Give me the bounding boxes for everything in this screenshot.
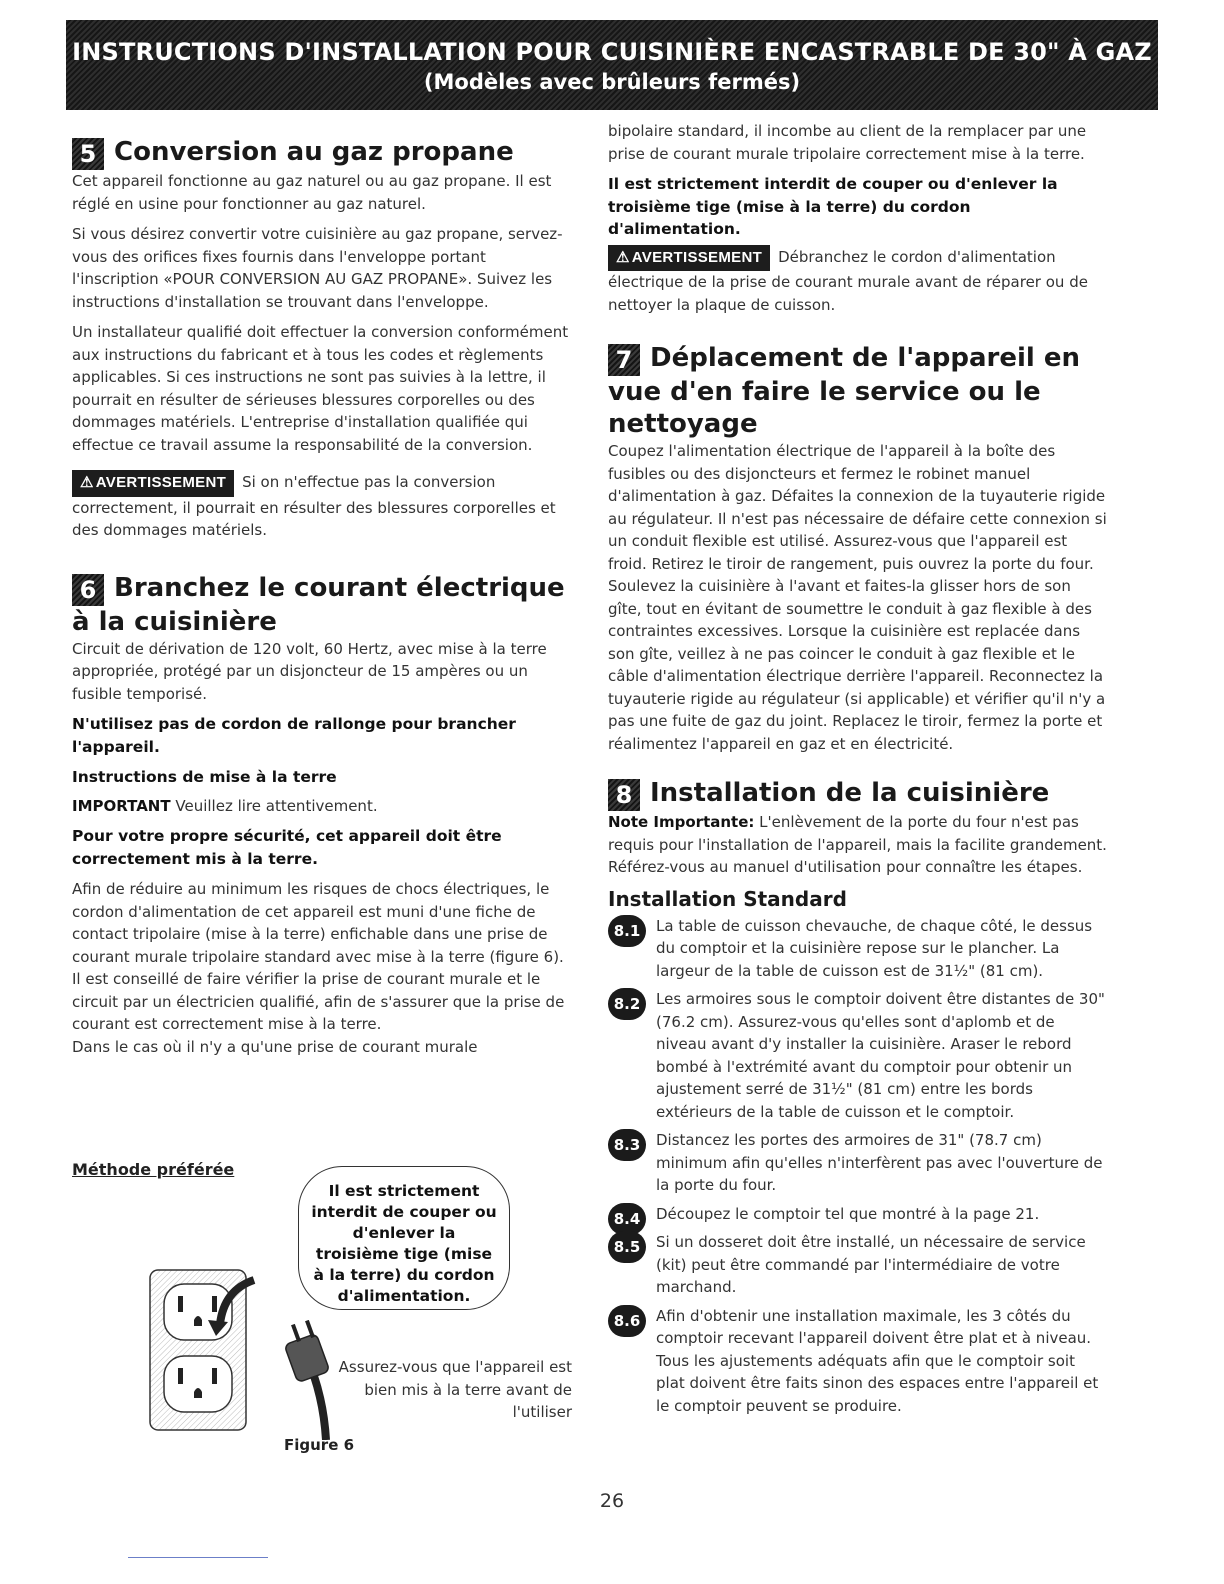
- section-5-number: 5: [72, 138, 104, 170]
- header-title: INSTRUCTIONS D'INSTALLATION POUR CUISINIÈRE ENCASTRABLE DE 30" À GAZ: [72, 38, 1152, 66]
- section-6-heading: [72, 572, 572, 638]
- section-7: [608, 342, 1108, 755]
- step-number-badge: 8.3: [608, 1129, 646, 1161]
- section-5-paragraph: Si vous désirez convertir votre cuisinière au gaz propane, servez-vous des orifices fixes fournis dans l'enveloppe portant l'inscription «POUR CONVERSION AU GAZ PROPANE». Suivez les instructions d'installation se trouvant dans l'enveloppe.: [72, 225, 563, 311]
- section-5-paragraph: Cet appareil fonctionne au gaz naturel ou au gaz propane. Il est réglé en usine pour fonctionner au gaz naturel.: [72, 172, 552, 213]
- figure-caption: Figure 6: [284, 1436, 355, 1454]
- warning-badge: [72, 470, 234, 497]
- step-number-badge: 8.2: [608, 988, 646, 1020]
- important-label: IMPORTANT: [72, 796, 171, 815]
- lower-receptacle: [164, 1356, 232, 1412]
- grounded-outlet-illustration: [142, 1260, 292, 1440]
- step-item: [608, 1129, 1108, 1197]
- important-text: Veuillez lire attentivement.: [175, 796, 378, 815]
- section-6-paragraph: Circuit de dérivation de 120 volt, 60 Hertz, avec mise à la terre appropriée, protégé par un disjoncteur de 15 ampères ou un fusible temporisé.: [72, 639, 547, 703]
- section-8-heading: [608, 777, 1108, 811]
- disconnect-warning: [608, 245, 1108, 317]
- section-8-title: Installation de la cuisinière: [650, 778, 1050, 808]
- warning-triangle-icon: ⚠: [616, 248, 630, 266]
- right-column: [608, 120, 1108, 1423]
- continued-paragraph: bipolaire standard, il incombe au client de la remplacer par une prise de courant murale tripolaire correctement mise à la terre.: [608, 122, 1087, 163]
- step-text: Les armoires sous le comptoir doivent être distantes de 30" (76.2 cm). Assurez-vous qu'elles sont d'aplomb et de niveau avant d'y installer la cuisinière. Araser le rebord bombé à l'extrémité avant du comptoir pour obtenir un ajustement serré de 31½" (81 cm) entre les bords extérieurs de la table de cuisson et le comptoir.: [656, 990, 1105, 1121]
- standard-installation-heading: Installation Standard: [608, 886, 847, 911]
- section-8-number: 8: [608, 779, 640, 811]
- warning-badge-label: AVERTISSEMENT: [631, 248, 763, 266]
- warning-badge: [608, 245, 770, 272]
- warning-triangle-icon: ⚠: [80, 474, 94, 491]
- strict-prohibition-note: Il est strictement interdit de couper ou d'enlever la troisième tige (mise à la terre) du cordon d'alimentation.: [608, 175, 1058, 238]
- section-7-paragraph: Coupez l'alimentation électrique de l'appareil à la boîte des fusibles ou des disjoncteurs et fermez le robinet manuel d'alimentation à gaz. Défaites la connexion de la tuyauterie rigide au régulateur. Il n'est pas nécessaire de défaire cette connexion si un conduit flexible est utilisé. Assurez-vous que l'appareil est froid. Retirez le tiroir de rangement, puis ouvrez la porte du four. Soulevez la cuisinière à l'avant et faites-la glisser hors de son gîte, tout en évitant de soumettre le conduit à gaz flexible à des contraintes excessives. Lorsque la cuisinière est replacée dans son gîte, veillez à ne pas coincer le conduit à gaz flexible et le câble d'alimentation électrique derrière l'appareil. Reconnectez la tuyauterie rigide au régulateur (si applicable) et vérifier qu'il n'y a pas une fuite de gaz du joint. Replacez le tiroir, fermez la porte et réalimentez l'appareil en gaz et en électricité.: [608, 442, 1107, 753]
- step-number-badge: 8.1: [608, 915, 646, 947]
- warning-text: Débranchez le cordon d'alimentation électrique de la prise de courant murale avant de réparer ou de nettoyer la plaque de cuisson.: [608, 247, 1088, 314]
- section-5-paragraph: Un installateur qualifié doit effectuer la conversion conformément aux instructions du fabricant et à tous les codes et règlements applicables. Si ces instructions ne sont pas suivies à la lettre, il pourrait en résulter de sérieuses blessures corporelles ou des dommages matériels. L'entreprise d'installation qualifiée qui effectue ce travail assume la responsabilité de la conversion.: [72, 323, 569, 454]
- preferred-method-label: Méthode préférée: [72, 1160, 235, 1179]
- section-6-title: Branchez le courant électrique à la cuisinière: [72, 572, 565, 637]
- section-6-number: 6: [72, 574, 104, 606]
- step-item: [608, 915, 1108, 983]
- section-6-paragraph: Dans le cas où il n'y a qu'une prise de courant murale: [72, 1037, 478, 1056]
- important-note: [608, 811, 1108, 879]
- installation-steps: [608, 915, 1108, 1418]
- figure-6: [72, 1160, 572, 1460]
- step-item: [608, 1231, 1108, 1299]
- section-5-title: Conversion au gaz propane: [114, 137, 514, 167]
- section-6-bold-note: N'utilisez pas de cordon de rallonge pour brancher l'appareil.: [72, 715, 516, 756]
- step-text: Afin d'obtenir une installation maximale, les 3 côtés du comptoir recevant l'appareil doivent être plat et à niveau. Tous les ajustements adéquats afin que le comptoir soit plat doivent être faits sinon des espaces entre l'appareil et le comptoir peuvent se produire.: [656, 1306, 1099, 1415]
- step-item: [608, 1305, 1108, 1418]
- footer-rule: [128, 1557, 268, 1558]
- note-label: Note Importante:: [608, 813, 755, 831]
- section-5-warning: [72, 470, 572, 542]
- safety-bold-note: Pour votre propre sécurité, cet appareil doit être correctement mis à la terre.: [72, 827, 502, 868]
- page-header-banner: [66, 20, 1158, 110]
- caution-bubble-text: Il est strictement interdit de couper ou d'enlever la troisième tige (mise à la terre) du cordon d'alimentation.: [311, 1182, 497, 1305]
- section-7-number: 7: [608, 344, 640, 376]
- section-6-paragraph: Afin de réduire au minimum les risques de chocs électriques, le cordon d'alimentation de cet appareil est muni d'une fiche de contact tripolaire (mise à la terre) enfichable dans une prise de courant murale tripolaire standard avec mise à la terre (figure 6).: [72, 880, 564, 966]
- important-line: [72, 795, 572, 818]
- grounding-subheading: Instructions de mise à la terre: [72, 768, 337, 786]
- step-text: Si un dosseret doit être installé, un nécessaire de service (kit) peut être commandé par l'intermédiaire de votre marchand.: [656, 1233, 1086, 1296]
- note-text: L'enlèvement de la porte du four n'est pas requis pour l'installation de l'appareil, mais la facilite grandement. Référez-vous au manuel d'utilisation pour connaître les étapes.: [608, 813, 1107, 876]
- section-5: [72, 136, 572, 542]
- section-7-title: Déplacement de l'appareil en vue d'en faire le service ou le nettoyage: [608, 343, 1081, 439]
- page-number: 26: [599, 1490, 625, 1512]
- header-subtitle: (Modèles avec brûleurs fermés): [423, 70, 801, 94]
- step-number-badge: 8.5: [608, 1231, 646, 1263]
- step-text: Découpez le comptoir tel que montré à la page 21.: [656, 1204, 1040, 1223]
- section-7-heading: [608, 342, 1108, 440]
- caution-bubble: [298, 1166, 510, 1310]
- section-6: [72, 572, 572, 1059]
- section-6-paragraph: Il est conseillé de faire vérifier la prise de courant murale et le circuit par un électricien qualifié, afin de s'assurer que la prise de courant est correctement mise à la terre.: [72, 970, 565, 1033]
- step-text: Distancez les portes des armoires de 31" (78.7 cm) minimum afin qu'elles n'interfèrent pas avec l'ouverture de la porte du four.: [656, 1131, 1103, 1194]
- warning-badge-label: AVERTISSEMENT: [95, 474, 227, 491]
- step-item: [608, 988, 1108, 1123]
- step-number-badge: 8.6: [608, 1305, 646, 1337]
- section-5-heading: [72, 136, 572, 170]
- section-8: [608, 777, 1108, 1417]
- step-text: La table de cuisson chevauche, de chaque côté, le dessus du comptoir et la cuisinière repose sur le plancher. La largeur de la table de cuisson est de 31½" (81 cm).: [656, 916, 1093, 980]
- step-item: [608, 1203, 1108, 1226]
- warning-text: Si on n'effectue pas la conversion correctement, il pourrait en résulter des blessures corporelles et des dommages matériels.: [72, 473, 556, 539]
- step-number-badge: 8.4: [608, 1203, 646, 1235]
- grounding-reminder: Assurez-vous que l'appareil est bien mis à la terre avant de l'utiliser: [338, 1358, 572, 1421]
- left-column: [72, 120, 572, 1058]
